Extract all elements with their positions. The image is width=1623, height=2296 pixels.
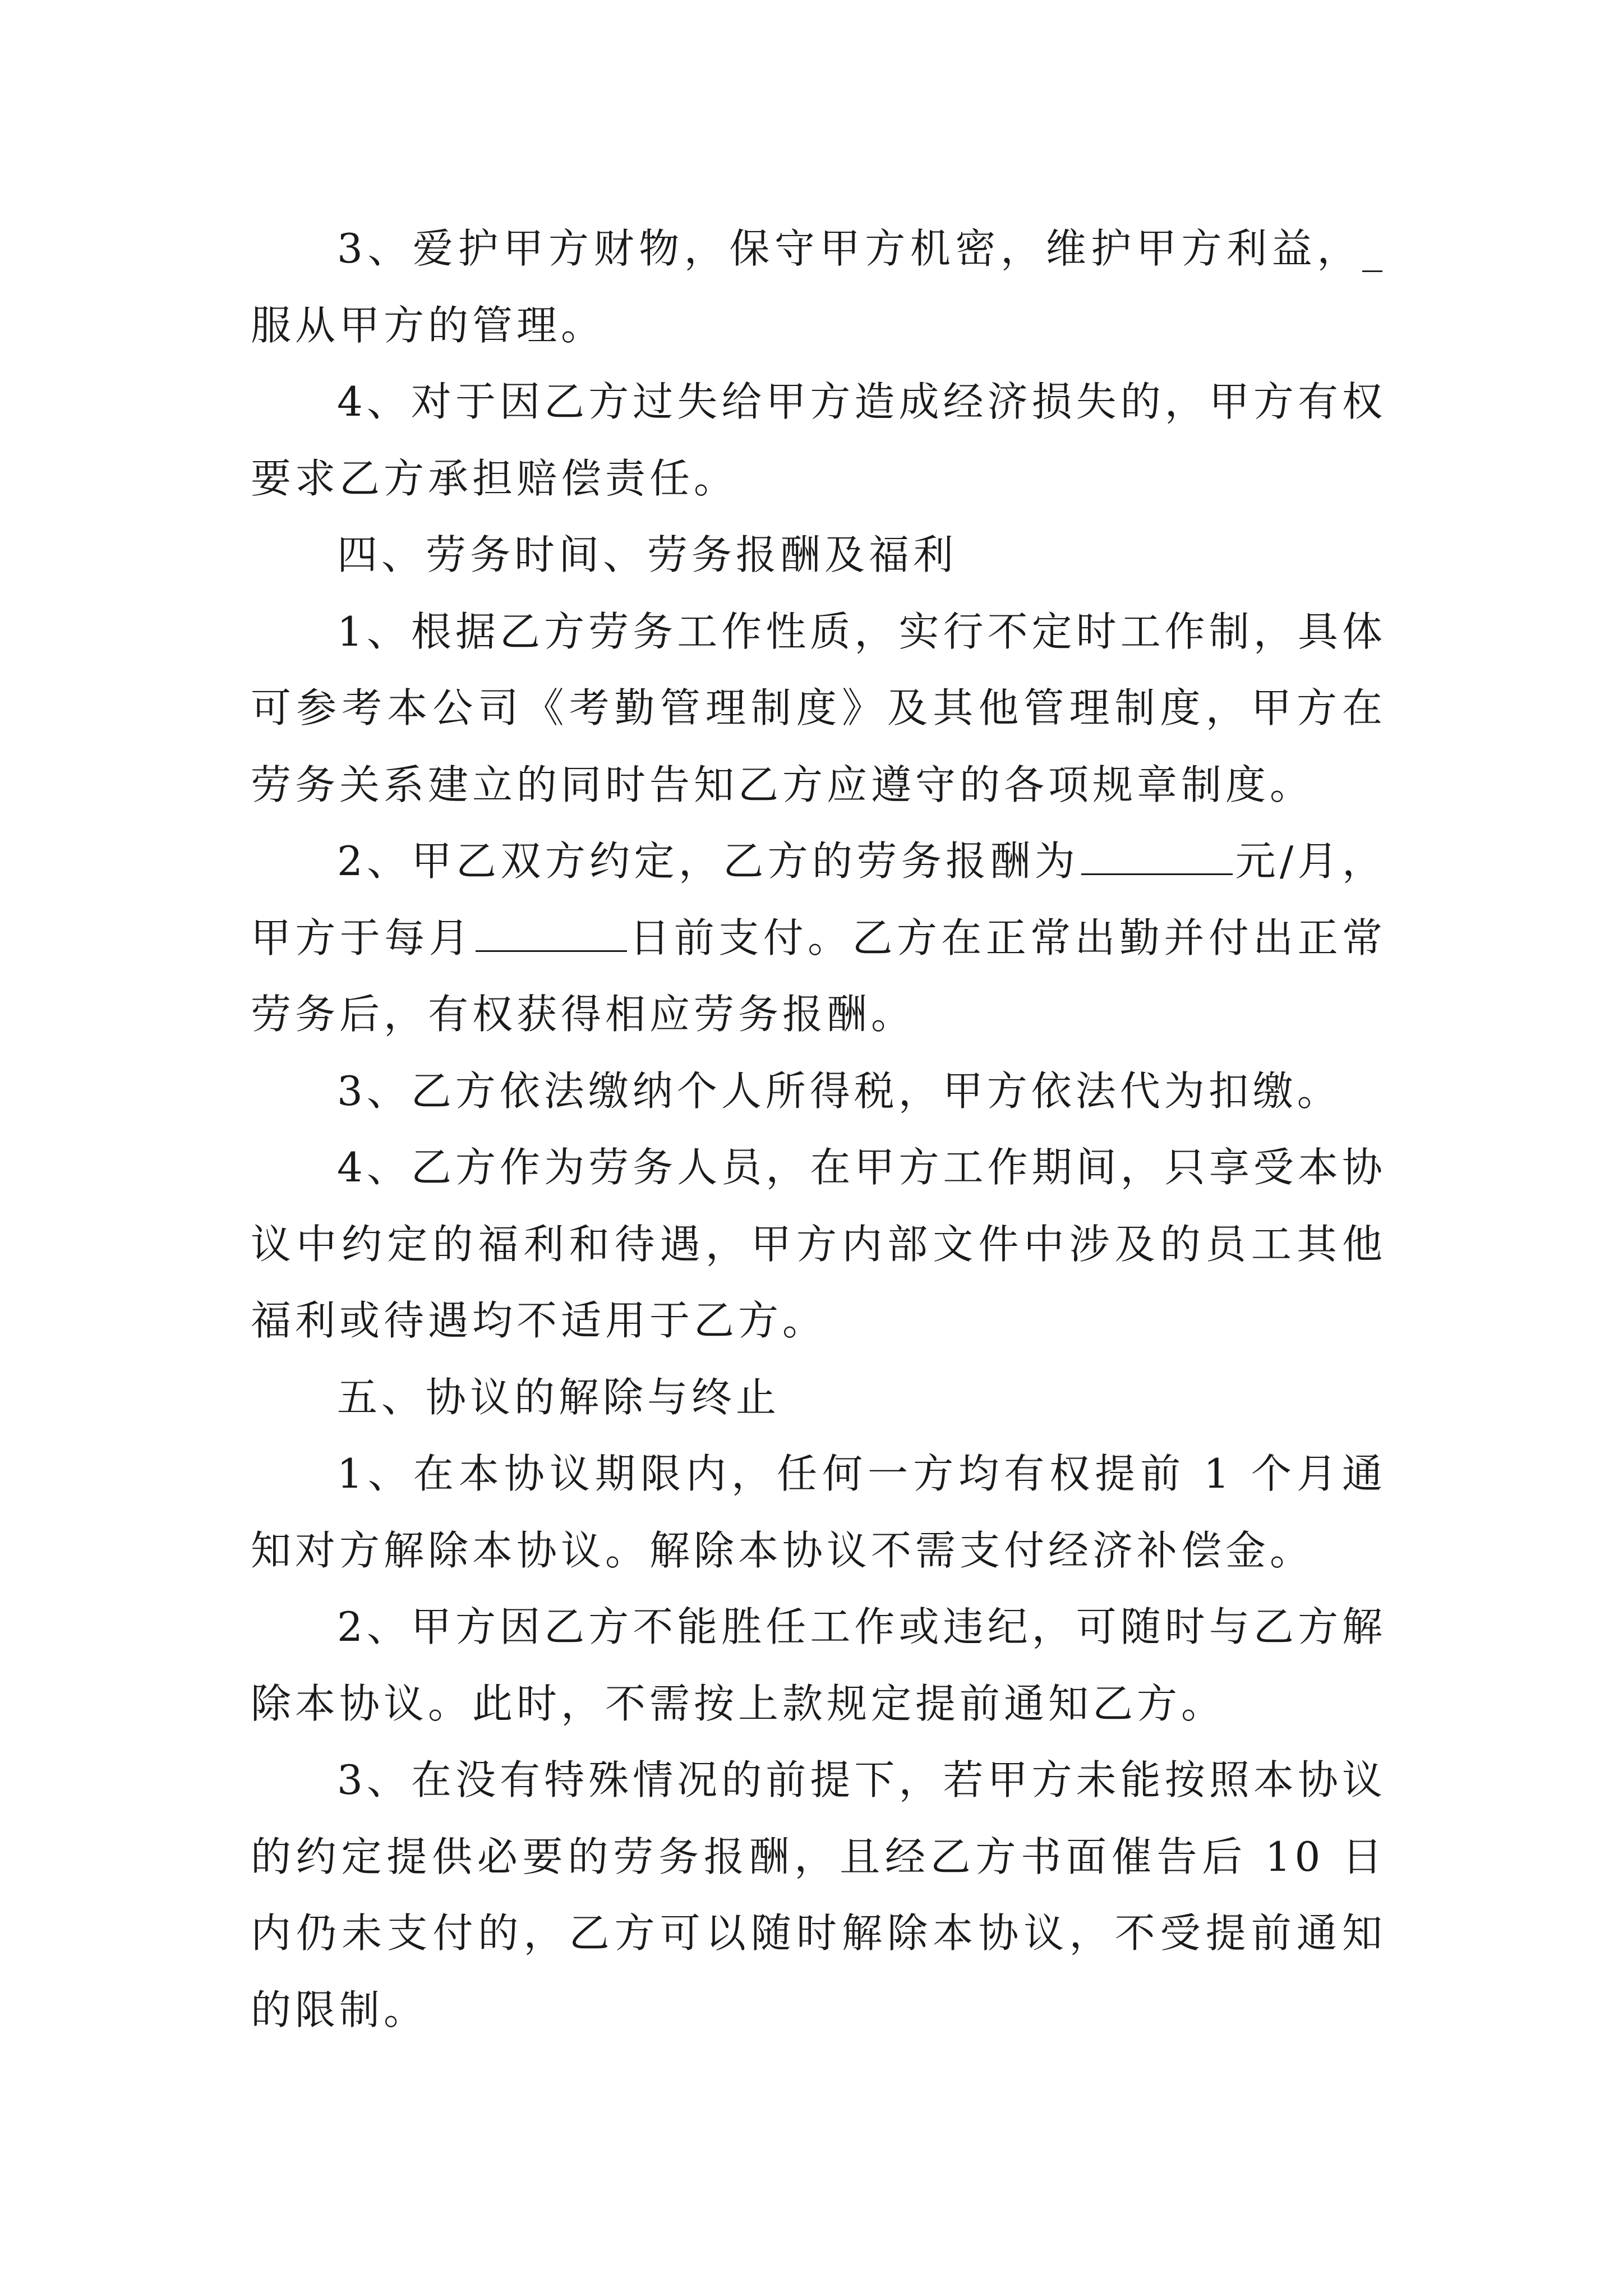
blank-line-amount [1081, 840, 1233, 875]
document-body [251, 210, 1386, 2048]
clause-paragraph: 3、爱护甲方财物，保守甲方机密，维护甲方利益，_服从甲方的管理。 [251, 225, 1386, 349]
section-heading: 四、劳务时间、劳务报酬及福利 [337, 531, 958, 578]
clause-paragraph: 1、在本协议期限内，任何一方均有权提前 1 个月通知对方解除本协议。解除本协议不需支付经济补偿金。 [251, 1450, 1386, 1574]
clause-text: 元/月，甲方于每月 [251, 838, 1387, 961]
clause-paragraph: 4、乙方作为劳务人员，在甲方工作期间，只享受本协议中约定的福利和待遇，甲方内部文件中涉及的员工其他福利或待遇均不适用于乙方。 [251, 1144, 1386, 1344]
section-heading: 五、协议的解除与终止 [337, 1373, 781, 1421]
clause-paragraph: 1、根据乙方劳务工作性质，实行不定时工作制，具体可参考本公司《考勤管理制度》及其他管理制度，甲方在劳务关系建立的同时告知乙方应遵守的各项规章制度。 [251, 608, 1386, 808]
clause-paragraph: 3、乙方依法缴纳个人所得税，甲方依法代为扣缴。 [337, 1067, 1341, 1115]
clause-text: 2、甲乙双方约定，乙方的劳务报酬为 [337, 838, 1080, 885]
clause-paragraph: 3、在没有特殊情况的前提下，若甲方未能按照本协议的约定提供必要的劳务报酬，且经乙方书面催告后 10 日内仍未支付的，乙方可以随时解除本协议，不受提前通知的限制。 [251, 1756, 1386, 2033]
clause-paragraph: 4、对于因乙方过失给甲方造成经济损失的，甲方有权要求乙方承担赔偿责任。 [251, 378, 1386, 502]
clause-text: 日前支付。乙方在正常出勤并付出正常劳务后，有权获得相应劳务报酬。 [251, 914, 1386, 1038]
clause-paragraph: 2、甲方因乙方不能胜任工作或违纪，可随时与乙方解除本协议。此时，不需按上款规定提前通知乙方。 [251, 1603, 1386, 1727]
blank-line-pay-day [476, 917, 627, 952]
clause-paragraph-remuneration [251, 823, 1386, 1053]
